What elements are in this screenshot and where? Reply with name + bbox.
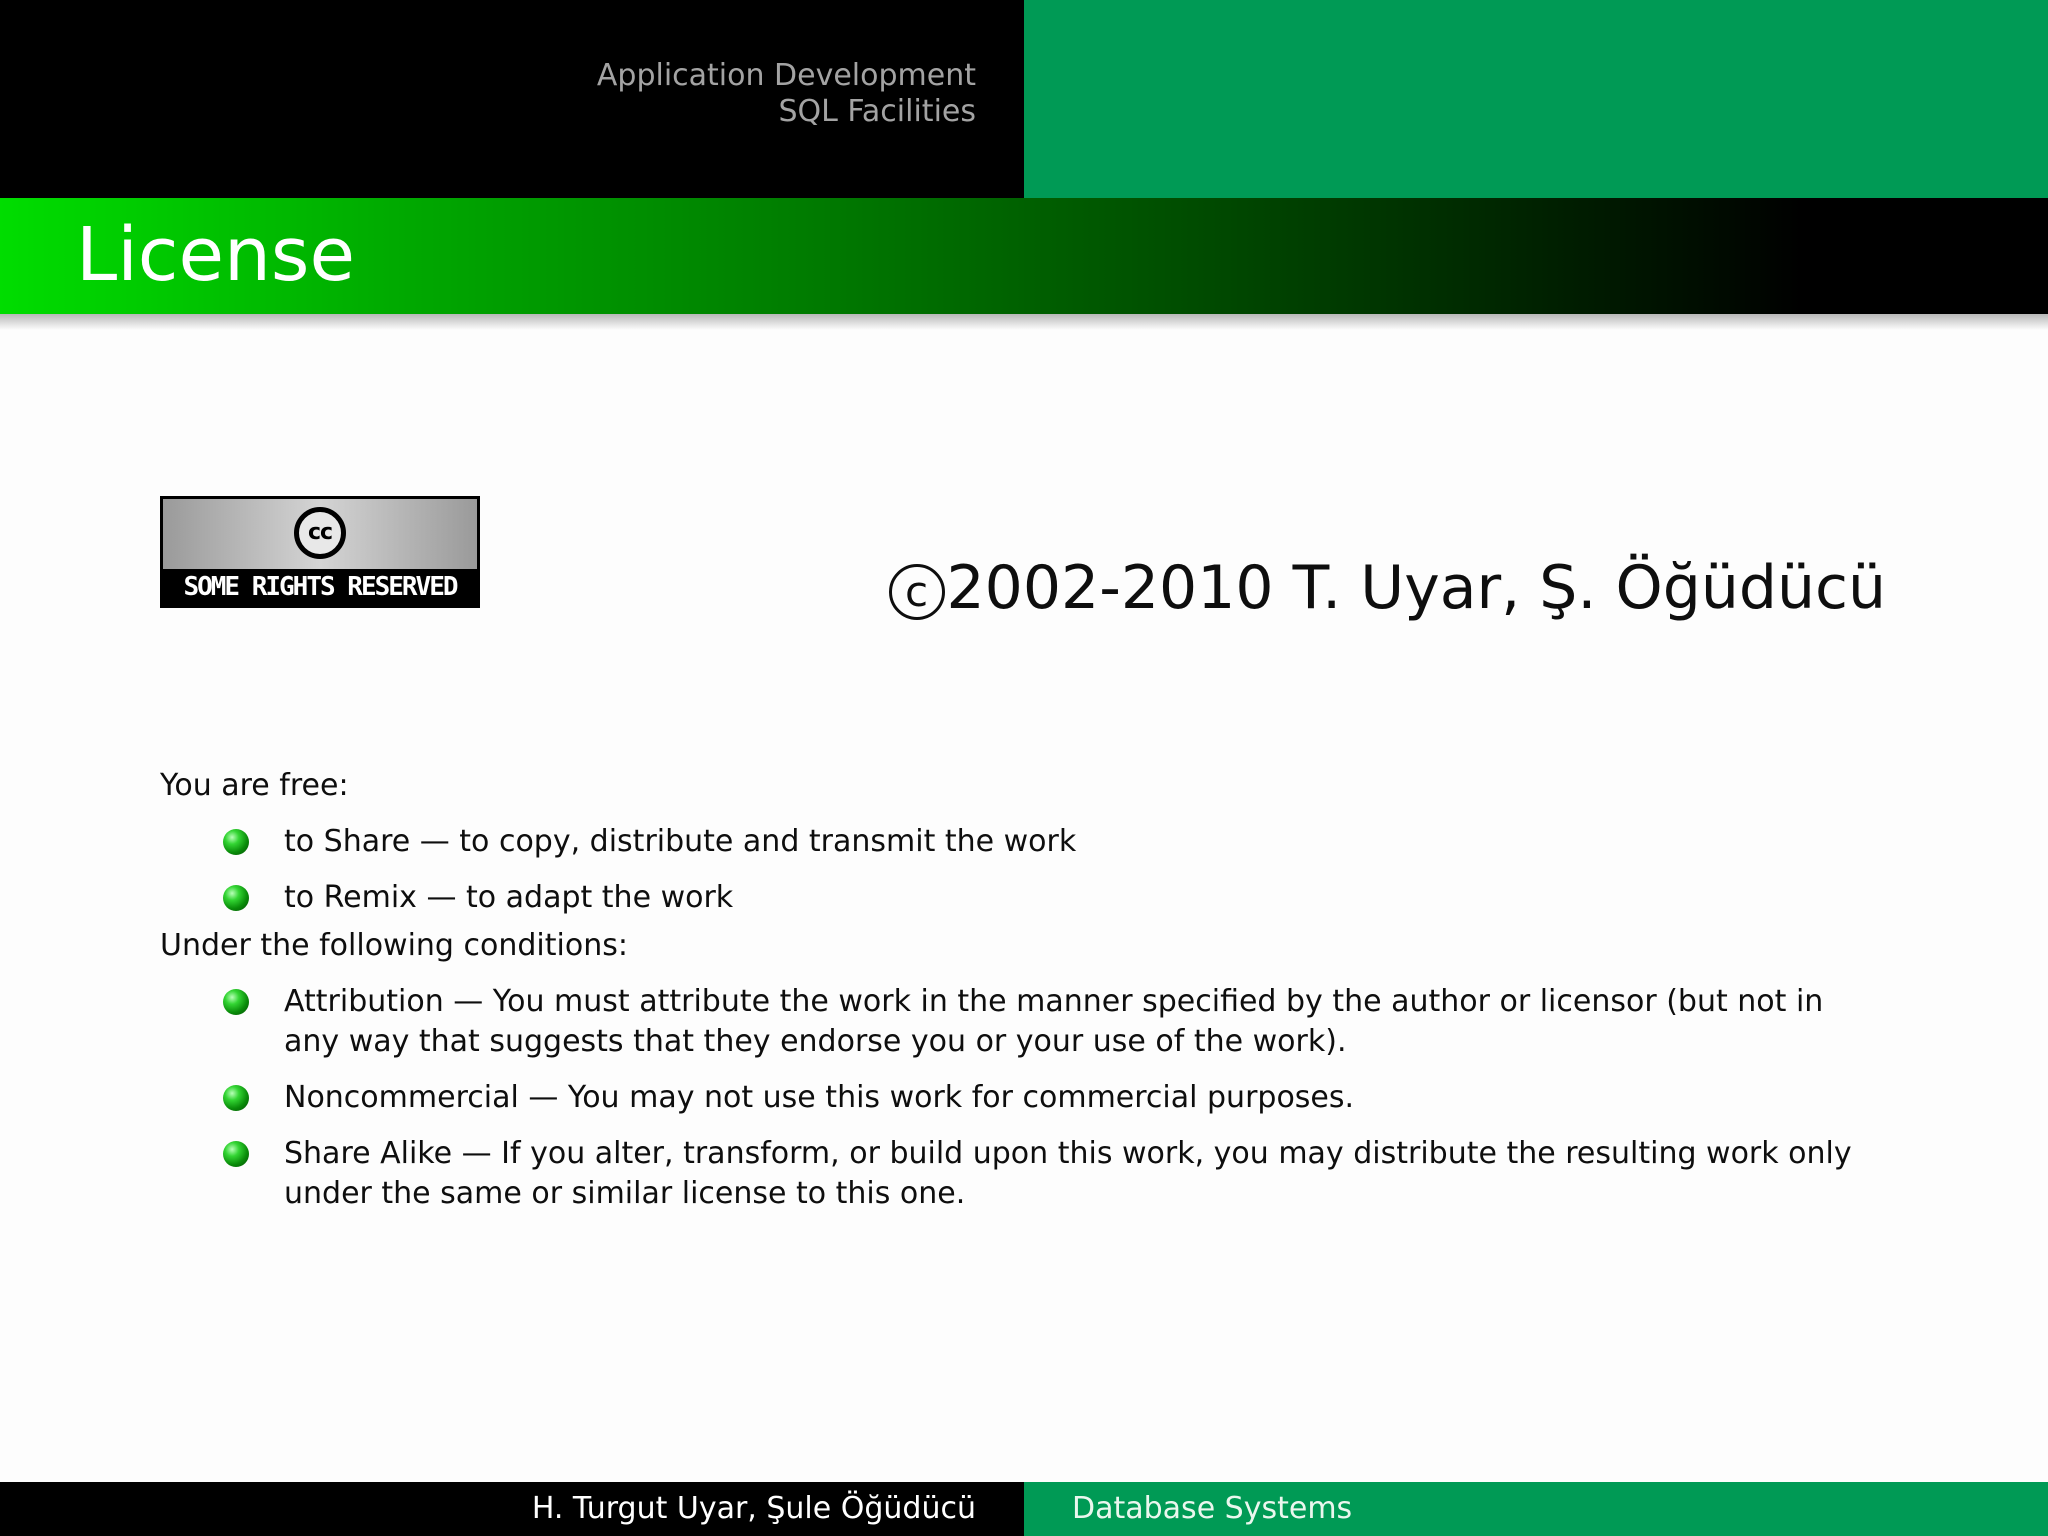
frame-title: License <box>76 212 355 298</box>
list-item: Noncommercial — You may not use this work for commercial purposes. <box>160 1078 1880 1118</box>
freedoms-heading: You are free: <box>160 768 349 803</box>
footer-authors[interactable]: H. Turgut Uyar, Şule Öğüdücü <box>531 1491 976 1526</box>
conditions-list <box>160 982 1880 1214</box>
header-green-block <box>1024 0 2048 198</box>
list-item: to Share — to copy, distribute and transmit the work <box>160 822 1880 862</box>
title-bar-shadow <box>0 314 2048 330</box>
copyright-notice <box>889 552 1887 624</box>
creative-commons-badge <box>160 496 480 608</box>
footer-course-title[interactable]: Database Systems <box>1072 1491 1353 1526</box>
footer-course-bar <box>1024 1482 2048 1536</box>
copyright-symbol: c <box>889 564 945 620</box>
freedoms-list <box>160 822 1880 918</box>
green-bullet-icon <box>223 829 249 855</box>
header-subsection-title[interactable]: SQL Facilities <box>778 94 976 129</box>
green-bullet-icon <box>223 1085 249 1111</box>
green-bullet-icon <box>223 989 249 1015</box>
license-body <box>160 766 1880 1230</box>
list-item: to Remix — to adapt the work <box>160 878 1880 918</box>
frame-title-bar <box>0 198 2048 314</box>
cc-logo-icon: cc <box>294 507 346 559</box>
list-item: Attribution — You must attribute the work in the manner specified by the author or licensor (but not in any way that suggests that they endorse you or your use of the work). <box>160 982 1880 1062</box>
footer-authors-bar <box>0 1482 1024 1536</box>
copyright-text: 2002-2010 T. Uyar, Ş. Öğüdücü <box>946 553 1886 623</box>
header-section-title[interactable]: Application Development <box>596 58 976 93</box>
green-bullet-icon <box>223 885 249 911</box>
conditions-heading: Under the following conditions: <box>160 928 628 963</box>
header-section-bar <box>0 0 1024 198</box>
cc-badge-top <box>163 499 477 569</box>
list-item: Share Alike — If you alter, transform, or build upon this work, you may distribute the resulting work only under the same or similar license to this one. <box>160 1134 1880 1214</box>
green-bullet-icon <box>223 1141 249 1167</box>
cc-badge-caption: SOME RIGHTS RESERVED <box>183 572 457 602</box>
